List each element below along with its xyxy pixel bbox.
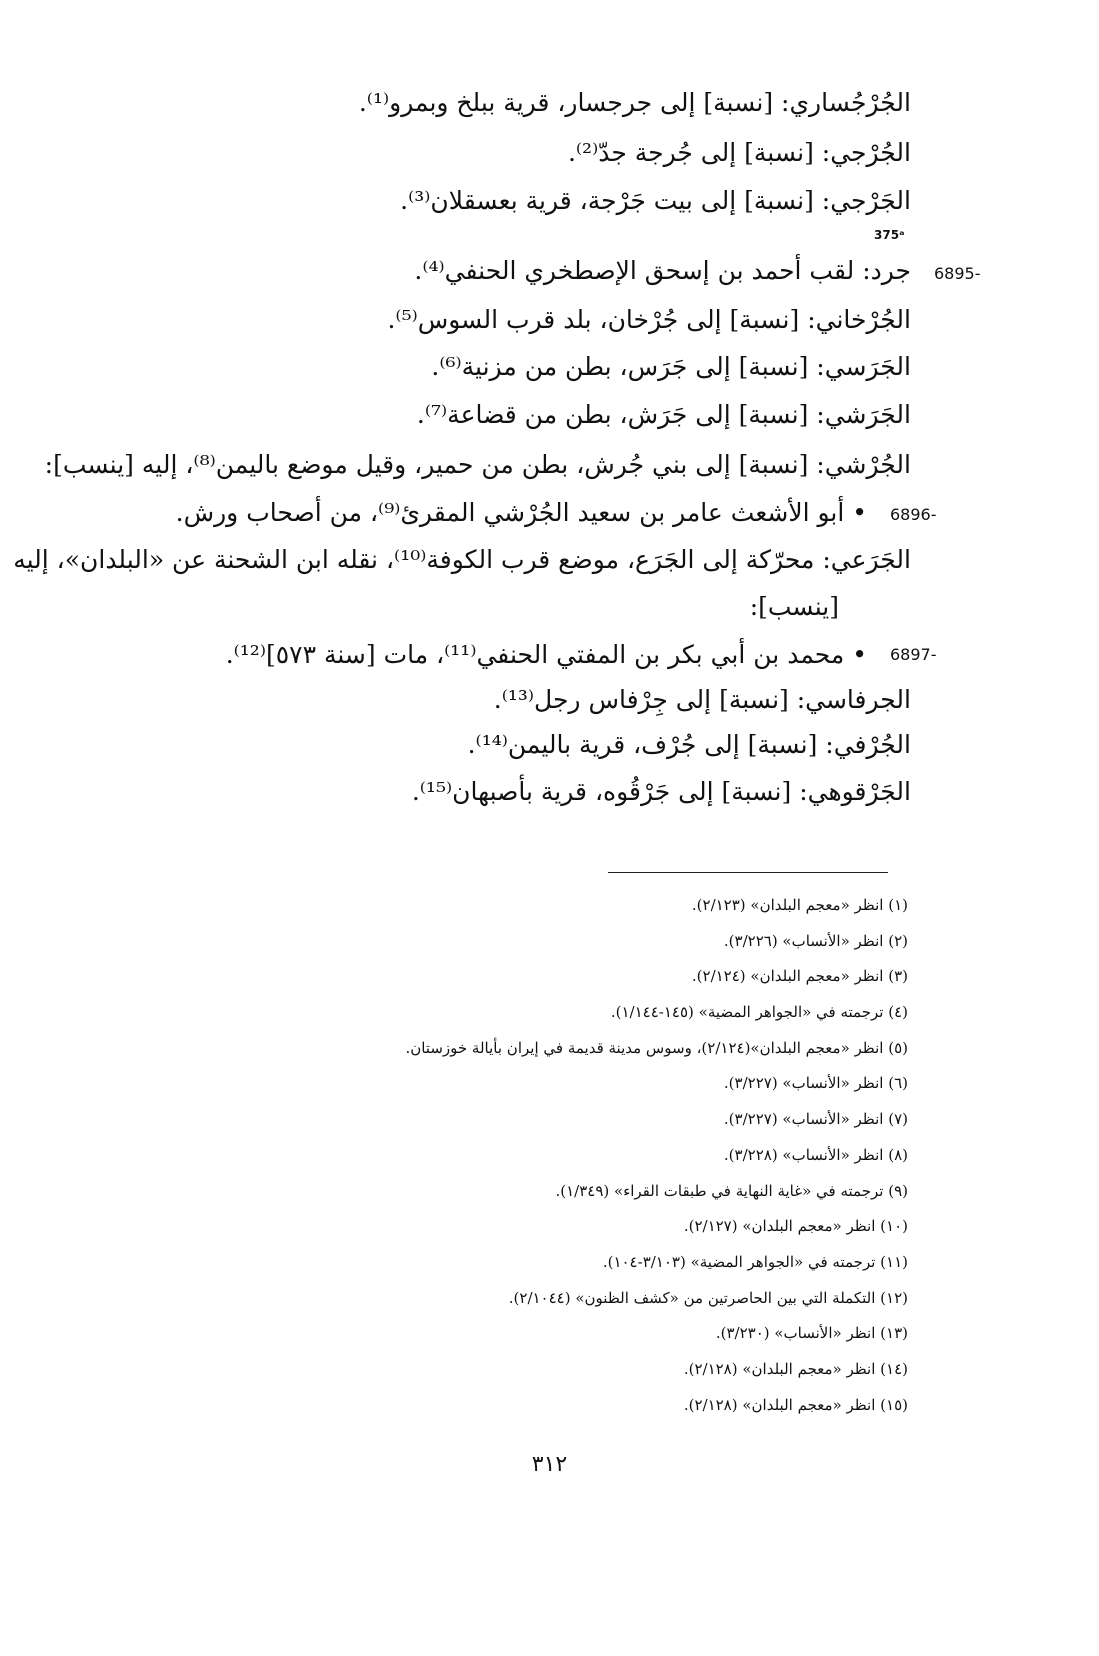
footnote: (٩) ترجمته في «غاية النهاية في طبقات القراء» (١/٣٤٩). xyxy=(555,1181,908,1200)
footnote: (٣) انظر «معجم البلدان» (٢/١٢٤). xyxy=(691,967,908,986)
entry-line: الجَرَسي: [نسبة] إلى جَرَس، بطن من مزنية⁽⁶⁾. xyxy=(431,352,911,381)
footnote: (٥) انظر «معجم البلدان»(٢/١٢٤)، وسوس مدينة قديمة في إيران بأيالة خوزستان. xyxy=(405,1038,908,1057)
entry-line: الجُرْجُساري: [نسبة] إلى جرجسار، قرية ببلخ وبمرو⁽¹⁾. xyxy=(358,88,911,117)
footnote: (١١) ترجمته في «الجواهر المضية» (٣/١٠٣-١٠٤). xyxy=(602,1252,908,1271)
footnote-divider xyxy=(608,872,888,873)
footnote: (٢) انظر «الأنساب» (٣/٢٢٦). xyxy=(723,931,908,950)
footnote: (٨) انظر «الأنساب» (٣/٢٢٨). xyxy=(723,1145,908,1164)
folio-marker: 375ᵃ xyxy=(874,228,905,242)
entry-line: الجرفاسي: [نسبة] إلى جِرْفاس رجل⁽¹³⁾. xyxy=(493,685,911,714)
entry-line: • أبو الأشعث عامر بن سعيد الجُرْشي المقرئ⁽⁹⁾، من أصحاب ورش. xyxy=(175,498,867,527)
footnote: (١٣) انظر «الأنساب» (٣/٢٣٠). xyxy=(715,1324,908,1343)
entry-line: الجَرْقوهي: [نسبة] إلى جَرْقُوه، قرية بأصبهان⁽¹⁵⁾. xyxy=(411,777,911,806)
footnote: (١٥) انظر «معجم البلدان» (٢/١٢٨). xyxy=(683,1395,908,1414)
entry-line: [ينسب]: xyxy=(749,592,839,621)
footnote: (١٠) انظر «معجم البلدان» (٢/١٢٧). xyxy=(683,1217,908,1236)
entry-line: جرد: لقب أحمد بن إسحق الإصطخري الحنفي⁽⁴⁾. xyxy=(414,256,911,285)
footnote: (١٢) التكملة التي بين الحاصرتين من «كشف الظنون» (٢/١٠٤٤). xyxy=(508,1288,908,1307)
entry-line: الجُرْجي: [نسبة] إلى جُرجة جدّ⁽²⁾. xyxy=(567,138,911,167)
entry-line: الجُرْشي: [نسبة] إلى بني جُرش، بطن من حمير، وقيل موضع باليمن⁽⁸⁾، إليه [ينسب]: xyxy=(44,450,911,479)
footnote: (١٤) انظر «معجم البلدان» (٢/١٢٨). xyxy=(683,1359,908,1378)
entry-number: 6895- xyxy=(934,264,981,283)
entry-line: الجُرْخاني: [نسبة] إلى جُرْخان، بلد قرب السوس⁽⁵⁾. xyxy=(387,305,911,334)
entry-number: 6896- xyxy=(890,505,937,524)
entry-line: الجَرَشي: [نسبة] إلى جَرَش، بطن من قضاعة⁽⁷⁾. xyxy=(416,400,911,429)
footnote: (١) انظر «معجم البلدان» (٢/١٢٣). xyxy=(691,896,908,914)
page-number: ٣١٢ xyxy=(531,1452,568,1477)
entry-line: الجَرَعي: محرّكة إلى الجَرَع، موضع قرب الكوفة⁽¹⁰⁾، نقله ابن الشحنة عن «البلدان»، إليه xyxy=(13,545,911,574)
entry-line: الجَرْجي: [نسبة] إلى بيت جَرْجة، قرية بعسقلان⁽³⁾. xyxy=(400,186,911,215)
footnote: (٦) انظر «الأنساب» (٣/٢٢٧). xyxy=(723,1074,908,1093)
footnote: (٧) انظر «الأنساب» (٣/٢٢٧). xyxy=(723,1110,908,1129)
entry-line: • محمد بن أبي بكر بن المفتي الحنفي⁽¹¹⁾، مات [سنة ٥٧٣]⁽¹²⁾. xyxy=(225,640,867,669)
footnotes xyxy=(405,888,908,1423)
entry-line: الجُرْفي: [نسبة] إلى جُرْف، قرية باليمن⁽¹⁴⁾. xyxy=(467,730,911,759)
entry-number: 6897- xyxy=(890,645,937,664)
footnote: (٤) ترجمته في «الجواهر المضية» (١٤٥-١/١٤٤). xyxy=(610,1003,908,1022)
